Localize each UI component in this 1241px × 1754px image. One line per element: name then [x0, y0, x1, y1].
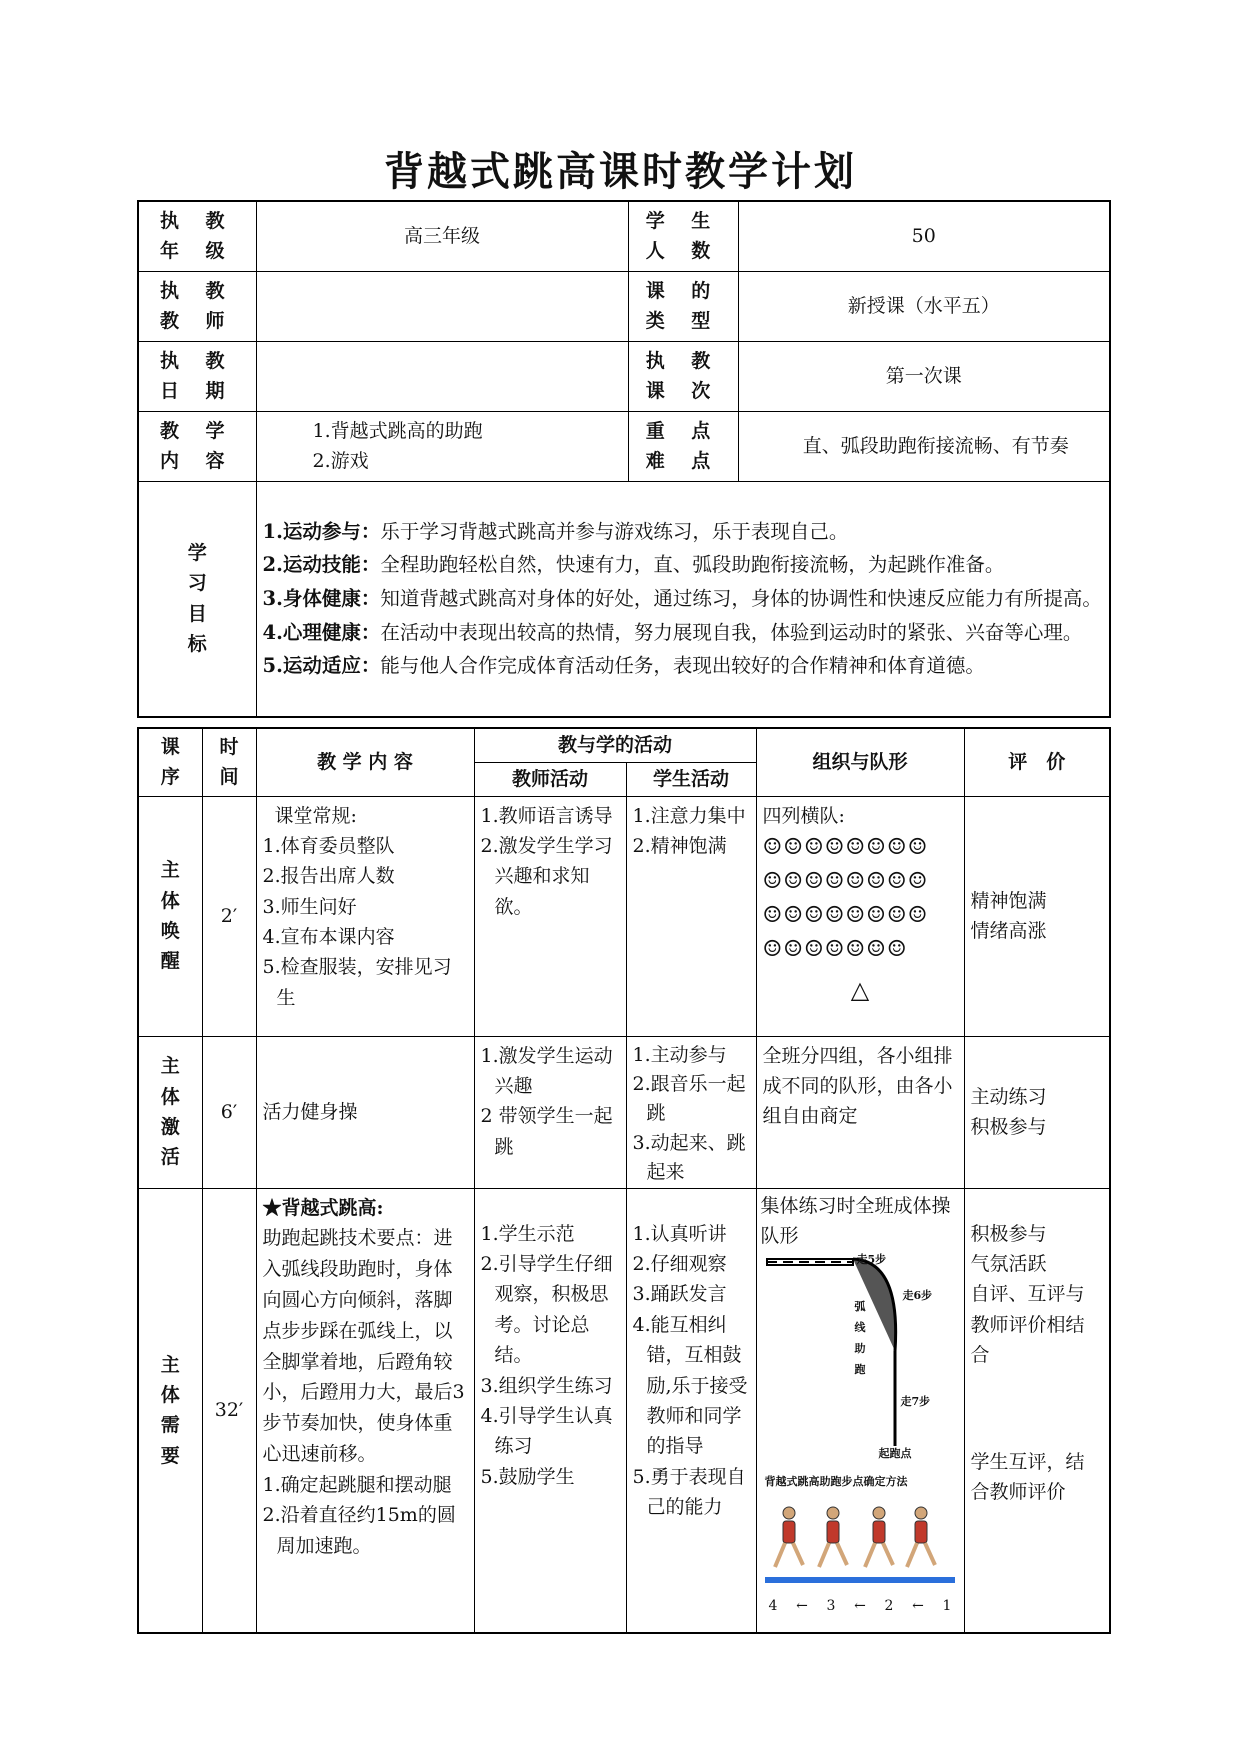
row2-seq: 主 体 激 活 — [138, 1036, 202, 1188]
goal-item: 4.心理健康： 在活动中表现出较高的热情，努力展现自我，体验到运动时的紧张、兴奋等心理。 — [262, 620, 1083, 644]
runners-icon — [761, 1495, 959, 1591]
row3-seq: 主 体 需 要 — [138, 1188, 202, 1633]
page-title: 背越式跳高课时教学计划 — [384, 148, 857, 195]
header-content: 教 学 内 容 — [256, 728, 474, 796]
header-org: 组织与队形 — [756, 728, 964, 796]
students-label: 学 生 人 数 — [628, 201, 738, 271]
key-value: 直、弧段助跑衔接流畅、有节奏 — [738, 411, 1110, 481]
row3-eval: 积极参与 气氛活跃 自评、互评与教师评价相结合 学生互评，结合教师评价 — [964, 1188, 1110, 1633]
goal-item: 2.运动技能： 全程助跑轻松自然，快速有力，直、弧段助跑衔接流畅，为起跳作准备。 — [262, 553, 1005, 577]
row1-eval: 精神饱满 情绪高涨 — [964, 796, 1110, 1036]
row2-time: 6′ — [202, 1036, 256, 1188]
students-value: 50 — [738, 201, 1110, 271]
row1-teacher: 1.教师语言诱导 2.激发学生学习兴趣和求知欲。 — [474, 796, 626, 1036]
grade-label: 执 教 年 级 — [138, 201, 256, 271]
lesson-table — [137, 727, 1111, 1634]
header-activity: 教与学的活动 — [474, 728, 756, 762]
teacher-label: 执 教 教 师 — [138, 271, 256, 341]
arc-label: 弧 线 助 跑 — [854, 1300, 866, 1377]
row3-org: 集体练习时全班成体操队形 走5步 走6步 走7步 弧 线 助 跑 起跑点 背越式跳高助跑步点确定方法 4 ← 3 ← 2 ← 1 — [756, 1188, 964, 1633]
goal-item: 3.身体健康： 知道背越式跳高对身体的好处，通过练习，身体的协调性和快速反应能力有所提高。 — [262, 586, 1102, 610]
runup-diagram — [761, 1251, 960, 1461]
teacher-value — [256, 271, 628, 341]
info-table — [137, 200, 1111, 718]
row1-time: 2′ — [202, 796, 256, 1036]
type-value: 新授课（水平五） — [738, 271, 1110, 341]
session-label: 执 教 课 次 — [628, 341, 738, 411]
header-time: 时 间 — [202, 728, 256, 796]
date-value — [256, 341, 628, 411]
row2-org: 全班分四组，各小组排成不同的队形，由各小组自由商定 — [756, 1036, 964, 1188]
step-numbers: 4 ← 3 ← 2 ← 1 — [768, 1598, 952, 1615]
takeoff-label: 起跑点 — [878, 1447, 912, 1461]
row2-eval: 主动练习 积极参与 — [964, 1036, 1110, 1188]
row1-seq: 主 体 唤 醒 — [138, 796, 202, 1036]
step6-label: 走6步 — [902, 1289, 933, 1303]
header-seq: 课 序 — [138, 728, 202, 796]
goal-item: 1.运动参与： 乐于学习背越式跳高并参与游戏练习，乐于表现自己。 — [262, 519, 849, 543]
row1-content: 课堂常规: 1.体育委员整队 2.报告出席人数 3.师生问好 4.宣布本课内容 5.检查服装，安排见习生 — [256, 796, 474, 1036]
students-formation: ☺☺☺☺☺☺☺☺ ☺☺☺☺☺☺☺☺ ☺☺☺☺☺☺☺☺ ☺☺☺☺☺☺☺ — [762, 834, 929, 963]
row3-time: 32′ — [202, 1188, 256, 1633]
row2-content: 活力健身操 — [256, 1036, 474, 1188]
content-value: 1.背越式跳高的助跑 2.游戏 — [256, 411, 628, 481]
key-label: 重 点 难 点 — [628, 411, 738, 481]
teacher-triangle-icon: △ — [850, 976, 870, 1005]
content-label: 教 学 内 容 — [138, 411, 256, 481]
step5-label: 走5步 — [856, 1253, 887, 1267]
diagram-caption: 背越式跳高助跑步点确定方法 — [764, 1475, 908, 1489]
row3-teacher: 1.学生示范 2.引导学生仔细观察，积极思考。讨论总结。 3.组织学生练习 4.引导学生认真练习 5.鼓励学生 — [474, 1188, 626, 1633]
date-label: 执 教 日 期 — [138, 341, 256, 411]
header-teacher-act: 教师活动 — [474, 762, 626, 796]
grade-value: 高三年级 — [256, 201, 628, 271]
goals-list — [256, 481, 1110, 717]
row1-student: 1.注意力集中 2.精神饱满 — [626, 796, 756, 1036]
step7-label: 走7步 — [900, 1395, 931, 1409]
header-student-act: 学生活动 — [626, 762, 756, 796]
row3-student: 1.认真听讲 2.仔细观察 3.踊跃发言 4.能互相纠错，互相鼓励,乐于接受教师和同学的指导 5.勇于表现自己的能力 — [626, 1188, 756, 1633]
type-label: 课 的 类 型 — [628, 271, 738, 341]
header-eval: 评 价 — [964, 728, 1110, 796]
row1-org: 四列横队: ☺☺☺☺☺☺☺☺ ☺☺☺☺☺☺☺☺ ☺☺☺☺☺☺☺☺ ☺☺☺☺☺☺☺ △ — [756, 796, 964, 1036]
row3-content: ★背越式跳高: 助跑起跳技术要点：进入弧线段助跑时，身体向圆心方向倾斜，落脚点步步踩在弧线上，以全脚掌着地，后蹬角较小，后蹬用力大，最后3步节奏加快，使身体重心迅速前移。 1.确定起跳腿和摆动腿 2.沿着直径约15m的圆周加速跑。 — [256, 1188, 474, 1633]
goals-label: 学 习 目 标 — [138, 481, 256, 717]
session-value: 第一次课 — [738, 341, 1110, 411]
row2-teacher: 1.激发学生运动兴趣 2 带领学生一起跳 — [474, 1036, 626, 1188]
row2-student: 1.主动参与 2.跟音乐一起跳 3.动起来、跳起来 — [626, 1036, 756, 1188]
goal-item: 5.运动适应： 能与他人合作完成体育活动任务，表现出较好的合作精神和体育道德。 — [262, 654, 985, 678]
runners-illustration — [761, 1495, 960, 1595]
